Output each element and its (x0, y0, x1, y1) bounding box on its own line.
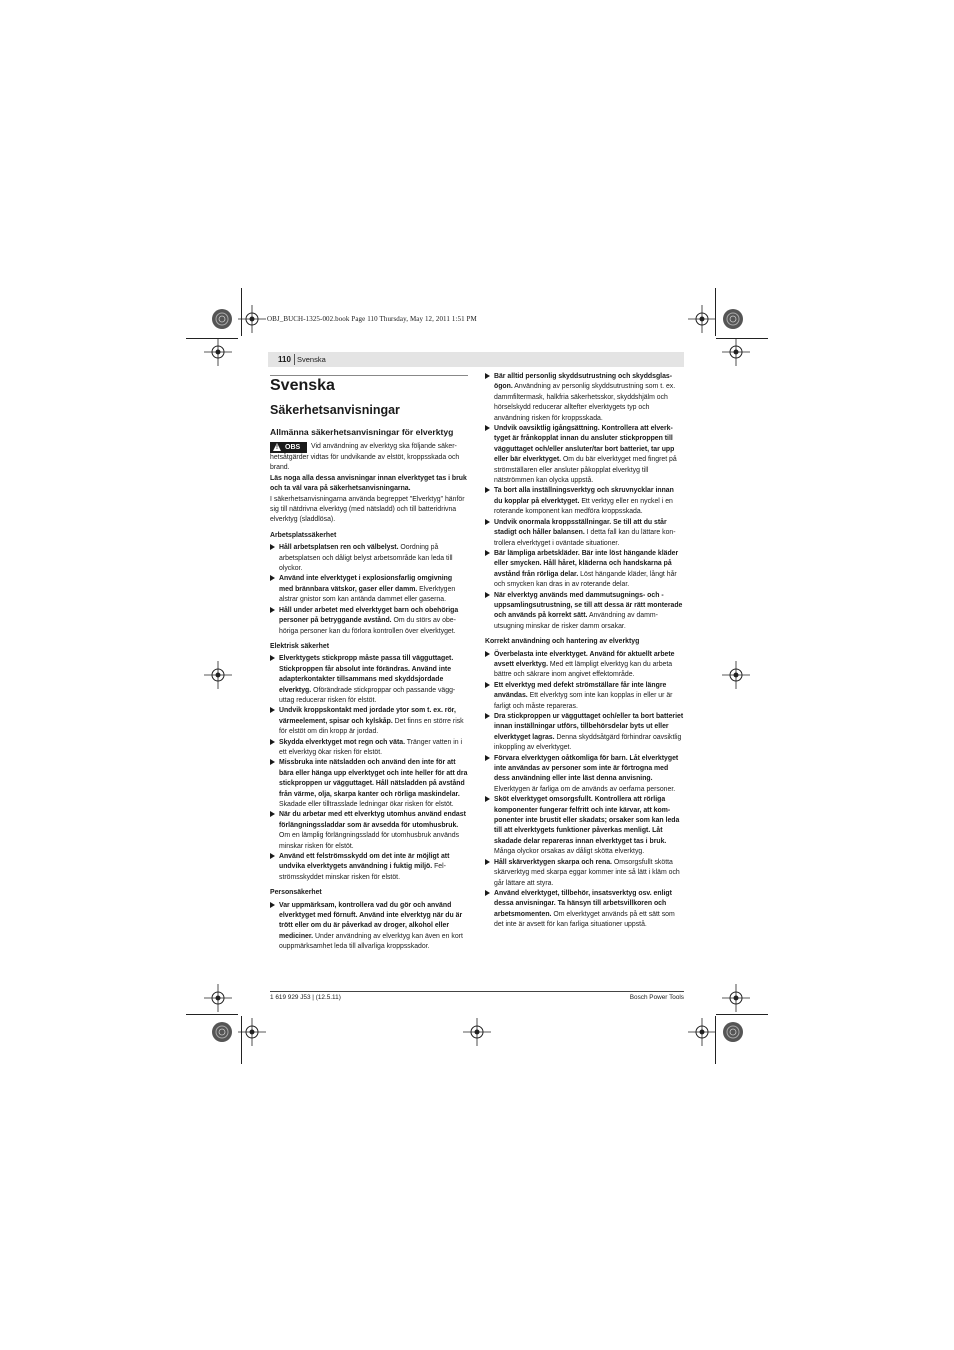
bullet-arrow-icon (270, 607, 275, 613)
bullet-arrow-icon (270, 853, 275, 859)
bullet-arrow-icon (270, 759, 275, 765)
crop-line (715, 1016, 716, 1064)
list-item: När elverktyg används med dammutsugnings- och -uppsamlingsutrustning, se till att dessa är rätt monterade och används på korrekt sätt. Användning av dammutsugning minskar de risker damm orsakar. (485, 591, 684, 633)
intro-bold: Läs noga alla dessa anvisningar innan elverktyget tas i bruk och ta väl vara på säkerhetsanvisningarna. (270, 474, 467, 493)
registration-mark-top-right-outer (719, 305, 747, 333)
list-item: Håll under arbetet med elverktyget barn och obehöriga personer på betryggande avstånd. Om du störs av obehöriga personer kan du förlora kontrollen över elverktyget. (270, 606, 468, 637)
file-header: OBJ_BUCH-1325-002.book Page 110 Thursday, May 12, 2011 1:51 PM (267, 315, 477, 323)
bullet-arrow-icon (270, 544, 275, 550)
list-item: Håll arbetsplatsen ren och välbelyst. Oordning på arbetsplatsen och dåligt belyst arbetsområde kan leda till olyckor. (270, 543, 468, 574)
bullet-arrow-icon (485, 796, 490, 802)
registration-mark-bottom-right-inner (688, 1018, 716, 1046)
page-title: Svenska (270, 377, 335, 394)
list-item: Ta bort alla inställningsverktyg och skruvnycklar innan du kopplar på elverktyget. Ett verktyg eller en nyckel i en roterande komponent kan medföra kroppsskada. (485, 486, 684, 517)
footer-brand: Bosch Power Tools (629, 994, 684, 1001)
obs-paragraph (270, 442, 468, 474)
bullet-arrow-icon (485, 373, 490, 379)
obs-warning-badge: ! OBS (270, 442, 307, 453)
title-rule (270, 375, 468, 376)
list-item: Elverktygets stickpropp måste passa till vägguttaget. Stickproppen får absolut inte förändras. Använd inte adapterkontakter tillsammans med skyddsjordade elverktyg. Oförändrade stickproppar och passande vägguttag reducerar risken för elstöt. (270, 654, 468, 706)
crop-line (715, 288, 716, 336)
subsection-title: Allmänna säkerhetsanvisningar för elverktyg (270, 427, 454, 437)
crop-line (186, 1014, 238, 1015)
registration-mark-left-middle (204, 661, 232, 689)
obs-text: Vid användning av elverktyg ska följande säkerhetsåtgärder vidtas för undvikande av elstöt, kroppsskada och brand. (270, 443, 460, 472)
list-item: Använd ett felströmsskydd om det inte är möjligt att undvika elverktygets användning i fuktig miljö. Felströmsskyddet minskar risken för elstöt. (270, 852, 468, 883)
registration-mark-left-lower (204, 984, 232, 1012)
registration-mark-bottom-center (463, 1018, 491, 1046)
list-item: Använd elverktyget, tillbehör, insatsverktyg osv. enligt dessa anvisningar. Ta hänsyn till arbetsvillkoren och arbetsmomenten. Om elverktyget används på ett sätt som det inte är avsett för kan farliga situationer uppstå. (485, 889, 684, 931)
left-column (270, 377, 468, 953)
crop-line (716, 338, 768, 339)
page-bar-divider (294, 354, 295, 365)
registration-mark-right-lower (722, 984, 750, 1012)
list-item: Skydda elverktyget mot regn och väta. Tränger vatten in i ett elverktyg ökar risken för elstöt. (270, 738, 468, 759)
bullet-arrow-icon (270, 739, 275, 745)
list-item: Missbruka inte nätsladden och använd den inte för att bära eller hänga upp elverktyget och inte heller för att dra stickproppen ur vägguttaget. Håll nätsladden på avstånd från värme, olja, skarpa kanter och rörliga maskindelar. Skadade eller tilltrasslade ledningar ökar risken för elstöt. (270, 758, 468, 810)
intro-text: I säkerhetsanvisningarna använda begreppet "Elverktyg" hänför sig till nätdrivna elverktyg (med nätsladd) och till batteridrivna elverktyg (sladdlösa). (270, 495, 465, 524)
registration-mark-right-middle (722, 661, 750, 689)
registration-mark-top-left-inner (238, 305, 266, 333)
section-title: Säkerhetsanvisningar (270, 403, 400, 417)
bullet-arrow-icon (485, 682, 490, 688)
bullet-arrow-icon (270, 655, 275, 661)
right-column (485, 372, 684, 931)
registration-mark-left-upper (204, 338, 232, 366)
page-bar (268, 352, 684, 367)
registration-mark-right-upper (722, 338, 750, 366)
bullet-arrow-icon (485, 425, 490, 431)
registration-mark-top-right-inner (688, 305, 716, 333)
bullet-arrow-icon (270, 707, 275, 713)
crop-line (241, 1016, 242, 1064)
bullet-arrow-icon (270, 575, 275, 581)
list-item: Undvik onormala kroppsställningar. Se till att du står stadigt och håller balansen. I detta fall kan du lättare kontrollera elverktyget i oväntade situationer. (485, 518, 684, 549)
list-item: Förvara elverktygen oåtkomliga för barn. Låt elverktyget inte användas av personer som inte är förtrogna med dess användning eller inte läst denna anvisning. Elverktygen är farliga om de används av oerfarna personer. (485, 754, 684, 796)
list-item: Dra stickproppen ur vägguttaget och/eller ta bort batteriet innan inställningar utförs, tillbehörsdelar byts ut eller elverktyget lagras. Denna skyddsåtgärd förhindrar oavsiktlig inkoppling av elverktyget. (485, 712, 684, 754)
obs-label: OBS (285, 444, 301, 451)
registration-mark-top-left-outer (208, 305, 236, 333)
bullet-arrow-icon (270, 811, 275, 817)
page-language: Svenska (297, 355, 326, 364)
list-item: Var uppmärksam, kontrollera vad du gör och använd elverktyget med förnuft. Använd inte elverktyg när du är trött eller om du är påverkad av droger, alkohol eller mediciner. Under användning av elverktyg kan även en kort ouppmärksamhet leda till allvarliga kroppsskador. (270, 901, 468, 953)
bullet-arrow-icon (485, 859, 490, 865)
section-heading-workplace: Arbetsplatssäkerhet (270, 531, 337, 539)
list-item: Använd inte elverktyget i explosionsfarlig omgivning med brännbara vätskor, gaser eller damm. Elverktygen alstrar gnistor som kan antända dammet eller gaserna. (270, 574, 468, 605)
bullet-arrow-icon (485, 487, 490, 493)
registration-mark-bottom-left-outer (208, 1018, 236, 1046)
section-heading-personal: Personsäkerhet (270, 889, 322, 897)
crop-line (716, 1014, 768, 1015)
footer-doc-code: 1 619 929 J53 | (12.5.11) (270, 994, 341, 1001)
list-item: Sköt elverktyget omsorgsfullt. Kontrollera att rörliga komponenter fungerar felfritt och inte kärvar, att komponenter inte brustit eller skadats; orsaker som kan leda till att elverktygets funktioner påverkas menligt. Låt skadade delar repareras innan elverktyget tas i bruk. Många olyckor orsakas av dåligt skötta elverktyg. (485, 795, 684, 857)
list-item: Undvik kroppskontakt med jordade ytor som t. ex. rör, värmeelement, spisar och kylskåp. Det finns en större risk för elstöt om din kropp är jordad. (270, 706, 468, 737)
list-item: Undvik oavsiktlig igångsättning. Kontrollera att elverktyget är frånkopplat innan du ansluter stickproppen till vägguttaget och/eller ansluter/tar bort batteriet, tar upp eller bär elverktyget. Om du bär elverktyget med fingret på strömställaren eller ansluter påkopplat elverktyg till nätströmmen kan olycka uppstå. (485, 424, 684, 486)
list-item: Ett elverktyg med defekt strömställare får inte längre användas. Ett elverktyg som inte kan kopplas in eller ur är farligt och måste repareras. (485, 681, 684, 712)
list-item: Överbelasta inte elverktyget. Använd för aktuellt arbete avsett elverktyg. Med ett lämpligt elverktyg kan du arbeta bättre och säkrare inom angivet effektområde. (485, 650, 684, 681)
crop-line (241, 288, 242, 336)
footer-rule (270, 991, 684, 992)
registration-mark-bottom-right-outer (719, 1018, 747, 1046)
list-item: Bär alltid personlig skyddsutrustning och skyddsglasögon. Användning av personlig skyddsutrustning som t. ex. dammfiltermask, halkfria säkerhetsskor, skyddshjälm och hörselskydd reducerar alltefter elverktygets typ och användning risken för kroppsskada. (485, 372, 684, 424)
section-heading-tool-use: Korrekt användning och hantering av elverktyg (485, 638, 640, 646)
list-item: Bär lämpliga arbetskläder. Bär inte löst hängande kläder eller smycken. Håll håret, kläderna och handskarna på avstånd från rörliga delar. Löst hängande kläder, långt hår och smycken kan dras in av roterande delar. (485, 549, 684, 591)
bullet-arrow-icon (485, 550, 490, 556)
bullet-arrow-icon (485, 713, 490, 719)
crop-line (186, 338, 238, 339)
bullet-arrow-icon (485, 519, 490, 525)
bullet-arrow-icon (270, 902, 275, 908)
list-item: Håll skärverktygen skarpa och rena. Omsorgsfullt skötta skärverktyg med skarpa eggar kommer inte så lätt i kläm och går lättare att styra. (485, 858, 684, 889)
registration-mark-bottom-left-inner (238, 1018, 266, 1046)
list-item: När du arbetar med ett elverktyg utomhus använd endast förlängningssladdar som är avsedda för utomhusbruk. Om en lämplig förlängningssladd för utomhusbruk används minskar risken för elstöt. (270, 810, 468, 852)
section-heading-electrical: Elektrisk säkerhet (270, 642, 329, 650)
bullet-arrow-icon (485, 592, 490, 598)
bullet-arrow-icon (485, 755, 490, 761)
bullet-arrow-icon (485, 651, 490, 657)
bullet-arrow-icon (485, 890, 490, 896)
page-number: 110 (278, 355, 291, 364)
